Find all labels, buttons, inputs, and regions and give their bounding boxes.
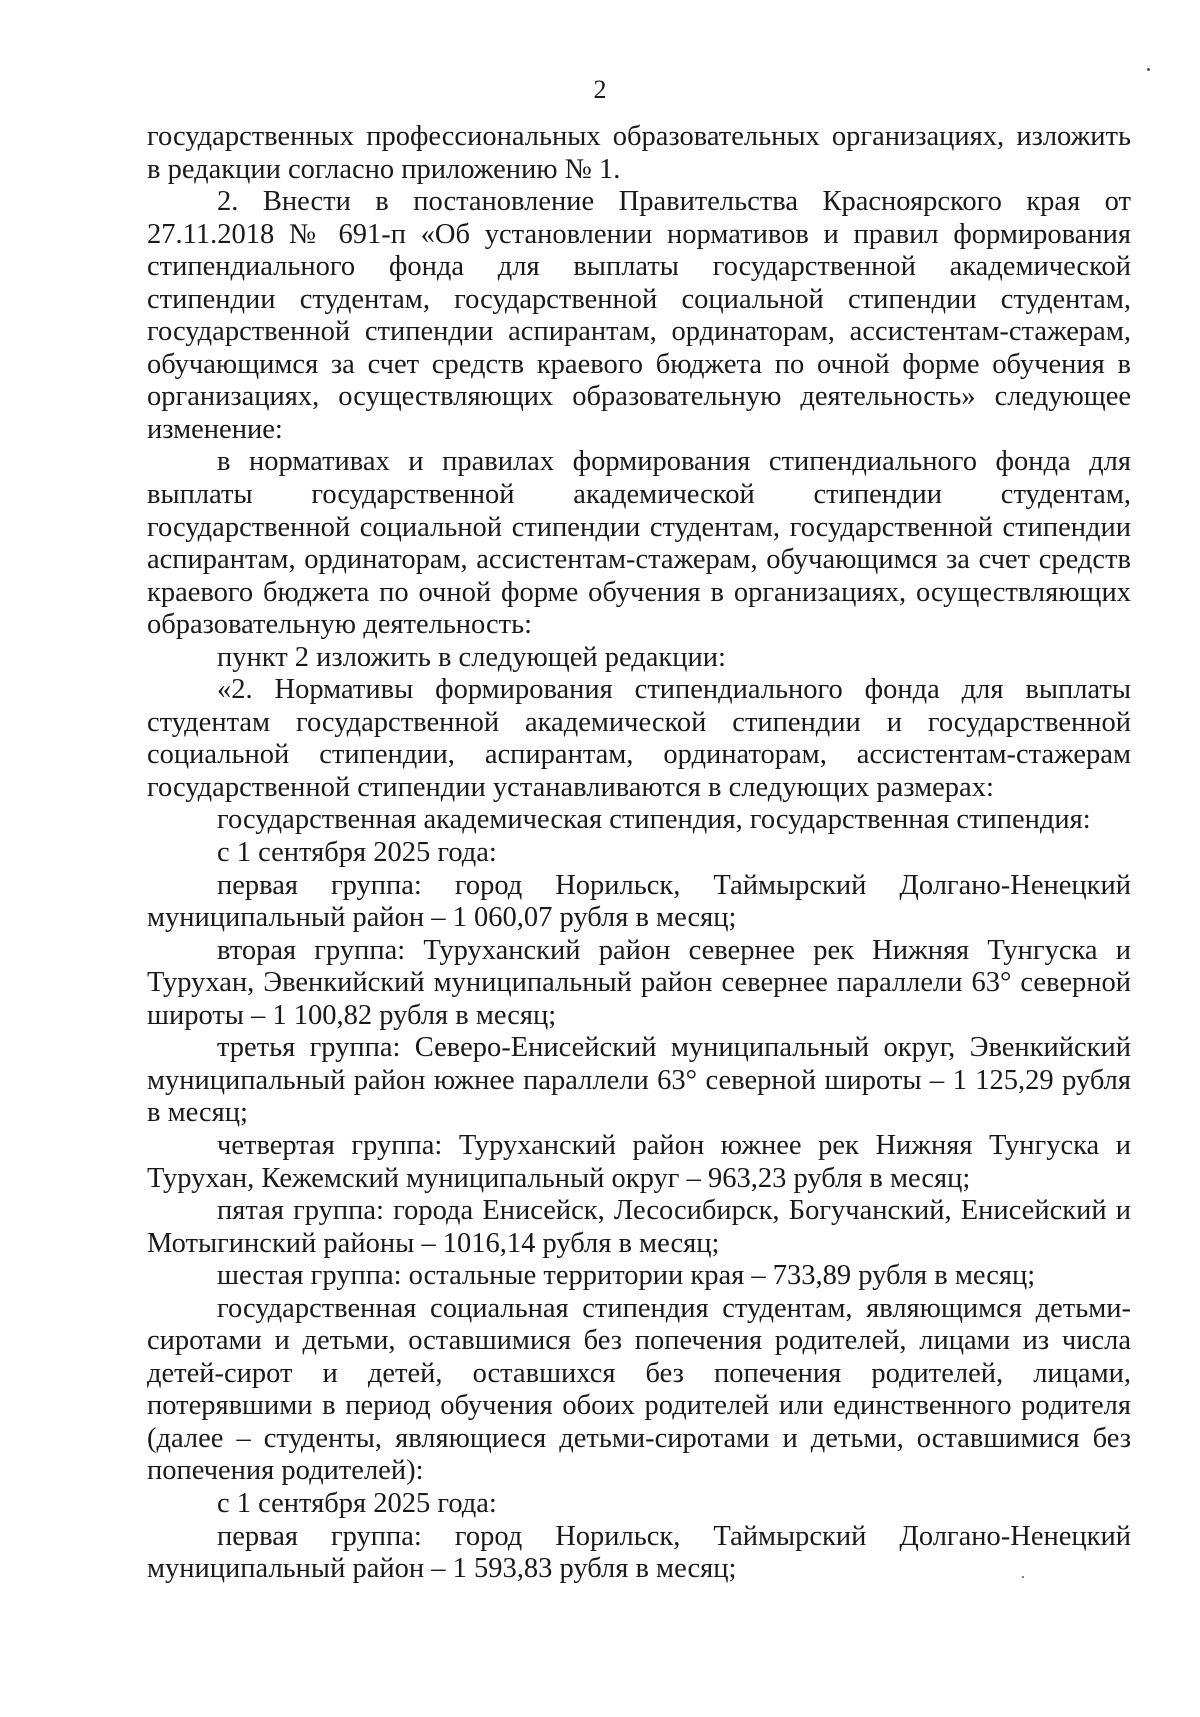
paragraph-group-1: первая группа: город Норильск, Таймырский Долгано-Ненецкий муниципальный район – 1 060,07 рубля в месяц;: [147, 869, 1131, 934]
page-number: 2: [593, 75, 607, 104]
paragraph-date-2: с 1 сентября 2025 года:: [217, 1487, 497, 1519]
paragraph-item-2: 2. Внести в постановление Правительства Красноярского края от 27.11.2018 № 691-п «Об установлении нормативов и правил формирования стипендиального фонда для выплаты государственной академической стипендии студентам, государственной социальной стипендии студентам, государственной стипендии аспирантам, ординаторам, ассистентам-стажерам, обучающимся за счет средств краевого бюджета по очной форме обучения в организациях, осуществляющих образовательную деятельность» следующее изменение:: [147, 186, 1131, 445]
paragraph-group-3: третья группа: Северо-Енисейский муниципальный округ, Эвенкийский муниципальный район южнее параллели 63° северной широты – 1 125,29 рубля в месяц;: [147, 1032, 1131, 1129]
paragraph-group-2: вторая группа: Туруханский район севернее рек Нижняя Тунгуска и Турухан, Эвенкийский муниципальный район севернее параллели 63° северной широты – 1 100,82 рубля в месяц;: [147, 934, 1131, 1031]
paragraph-point-2-edit: пункт 2 изложить в следующей редакции:: [217, 641, 726, 673]
paragraph-norms-quote: «2. Нормативы формирования стипендиального фонда для выплаты студентам государственной академической стипендии и государственной социальной стипендии, аспирантам, ординаторам, ассистентам-стажерам государственной стипендии устанавливаются в следующих размерах:: [147, 674, 1131, 803]
paragraph-continuation: государственных профессиональных образовательных организациях, изложить в редакции согласно приложению № 1.: [147, 121, 1131, 185]
paragraph-group-4: четвертая группа: Туруханский район южнее рек Нижняя Тунгуска и Турухан, Кежемский муниципальный округ – 963,23 рубля в месяц;: [147, 1129, 1131, 1194]
paragraph-social-scholarship: государственная социальная стипендия студентам, являющимся детьми-сиротами и детьми, оставшимися без попечения родителей, лицами из числа детей-сирот и детей, оставшихся без попечения родителей, лицами, потерявшими в период обучения обоих родителей или единственного родителя (далее – студенты, являющиеся детьми-сиротами и детьми, оставшимися без попечения родителей):: [147, 1292, 1131, 1487]
paragraph-norms-rules: в нормативах и правилах формирования стипендиального фонда для выплаты государственной академической стипендии студентам, государственной социальной стипендии студентам, государственной стипендии аспирантам, ординаторам, ассистентам-стажерам, обучающимся за счет средств краевого бюджета по очной форме обучения в организациях, осуществляющих образовательную деятельность:: [147, 446, 1131, 641]
document-body: [147, 121, 1131, 1586]
scan-speck: [1022, 1576, 1024, 1578]
paragraph-group-5: пятая группа: города Енисейск, Лесосибирск, Богучанский, Енисейский и Мотыгинский районы – 1016,14 рубля в месяц;: [147, 1195, 1131, 1259]
paragraph-date-1: с 1 сентября 2025 года:: [217, 837, 497, 869]
scan-speck: [1147, 68, 1150, 71]
paragraph-group-6: шестая группа: остальные территории края – 733,89 рубля в месяц;: [217, 1260, 1036, 1292]
paragraph-academic-scholarship: государственная академическая стипендия, государственная стипендия:: [217, 804, 1091, 836]
paragraph-social-group-1: первая группа: город Норильск, Таймырский Долгано-Ненецкий муниципальный район – 1 593,83 рубля в месяц;: [147, 1520, 1131, 1585]
